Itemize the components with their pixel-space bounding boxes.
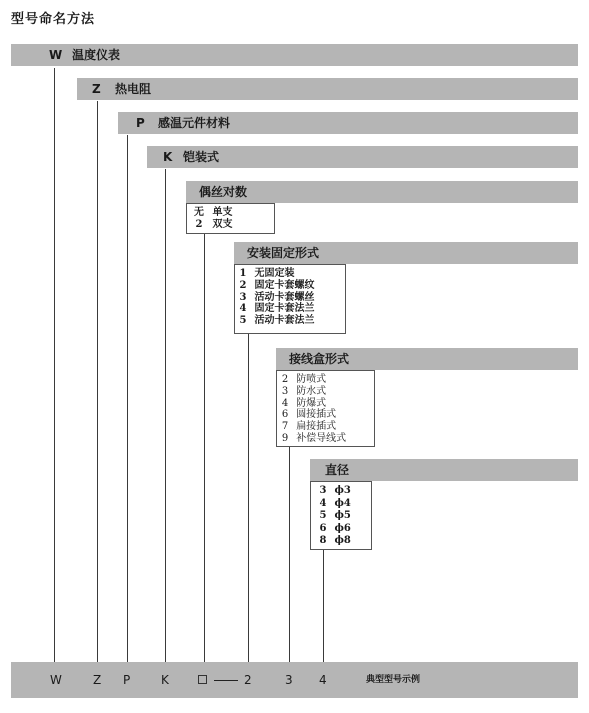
option-code: 2 (239, 279, 247, 291)
option-row (277, 409, 374, 421)
level-label: 铠装式 (183, 150, 220, 164)
option-code: 1 (239, 268, 247, 279)
placeholder-square-icon (198, 675, 207, 684)
option-row (315, 510, 371, 523)
option-code: 4 (319, 497, 327, 509)
option-text: 无固定装 (254, 268, 295, 279)
example-code-junction-box: 3 (285, 673, 293, 687)
option-code: 7 (281, 421, 289, 433)
option-text: 防喷式 (296, 374, 327, 385)
option-text: 圆接插式 (296, 409, 337, 421)
option-row (235, 315, 345, 327)
option-code: 6 (281, 409, 289, 421)
level-bar-armored (147, 146, 578, 168)
level-label: 安装固定形式 (247, 246, 320, 260)
option-row (277, 433, 374, 445)
connector-line-mounting (248, 333, 249, 662)
level-label: 热电阻 (115, 82, 152, 96)
level-label: 接线盒形式 (289, 352, 350, 366)
option-text: ϕ3 (334, 485, 351, 496)
example-code-p: P (123, 673, 131, 687)
option-row (277, 421, 374, 433)
connector-line-diameter (323, 549, 324, 662)
level-bar-junction-box (276, 348, 578, 370)
connector-line-junction-box (289, 446, 290, 662)
option-text: ϕ4 (334, 497, 351, 509)
option-text: 扁接插式 (296, 421, 337, 433)
example-code-mounting: 2 (244, 673, 252, 687)
level-bar-pair-count (186, 181, 578, 203)
option-text: 双支 (212, 218, 233, 230)
option-code: 2 (195, 218, 203, 230)
example-code-diameter: 4 (319, 673, 327, 687)
option-row (315, 523, 371, 536)
options-box-pair-count (186, 203, 275, 234)
option-code: 3 (239, 291, 247, 303)
option-text: 固定卡套法兰 (254, 303, 315, 315)
level-label: 感温元件材料 (158, 116, 231, 130)
connector-line-z (97, 101, 98, 662)
option-row (277, 398, 374, 410)
option-code: 6 (319, 522, 327, 534)
connector-line-w (54, 68, 55, 662)
example-label: 典型型号示例 (366, 675, 421, 685)
option-code: 8 (319, 535, 327, 547)
option-code: 无 (194, 207, 204, 218)
option-text: ϕ6 (334, 522, 351, 534)
option-text: 活动卡套螺丝 (254, 291, 315, 303)
level-bar-mounting (234, 242, 578, 264)
page-title: 型号命名方法 (11, 12, 96, 27)
connector-line-p (127, 135, 128, 662)
option-text: 活动卡套法兰 (254, 315, 315, 327)
option-code: 4 (239, 303, 247, 315)
option-row (315, 535, 371, 548)
option-code: 5 (239, 315, 247, 327)
level-label: 温度仪表 (72, 48, 121, 62)
option-row (189, 207, 274, 219)
example-code-w: W (50, 673, 62, 687)
level-label: 偶丝对数 (199, 185, 248, 199)
option-code: 2 (281, 374, 289, 385)
example-code-z: Z (93, 673, 102, 687)
level-bar-instrument (11, 44, 578, 66)
option-row (277, 386, 374, 398)
option-text: ϕ8 (334, 535, 351, 547)
option-code: 3 (319, 485, 327, 496)
option-row (315, 485, 371, 498)
option-text: 单支 (212, 207, 233, 218)
option-code: 3 (281, 385, 289, 397)
option-text: ϕ5 (334, 510, 351, 522)
level-label: 直径 (325, 463, 350, 477)
option-row (235, 280, 345, 292)
level-code: W (49, 48, 63, 62)
level-code: K (163, 150, 173, 164)
option-code: 9 (281, 432, 289, 444)
options-box-diameter (310, 481, 372, 550)
level-bar-thermal-resistor (77, 78, 578, 100)
options-box-mounting (234, 264, 346, 334)
option-row (235, 303, 345, 315)
example-code-k: K (161, 673, 169, 687)
level-bar-diameter (310, 459, 578, 481)
option-row (315, 498, 371, 511)
connector-line-pair-count (204, 233, 205, 662)
option-row (277, 374, 374, 386)
option-row (235, 268, 345, 280)
level-code: Z (92, 82, 101, 96)
connector-line-k (165, 169, 166, 662)
level-bar-sensor-material (118, 112, 578, 134)
option-text: 防爆式 (296, 397, 327, 409)
example-bar (11, 662, 578, 698)
option-row (189, 219, 274, 231)
level-code: P (136, 116, 145, 130)
option-text: 补偿导线式 (296, 432, 347, 444)
option-text: 固定卡套螺纹 (254, 279, 315, 291)
option-code: 5 (319, 510, 327, 522)
option-text: 防水式 (296, 385, 327, 397)
dash-line (214, 680, 238, 681)
options-box-junction-box (276, 370, 375, 447)
option-row (235, 292, 345, 304)
option-code: 4 (281, 397, 289, 409)
